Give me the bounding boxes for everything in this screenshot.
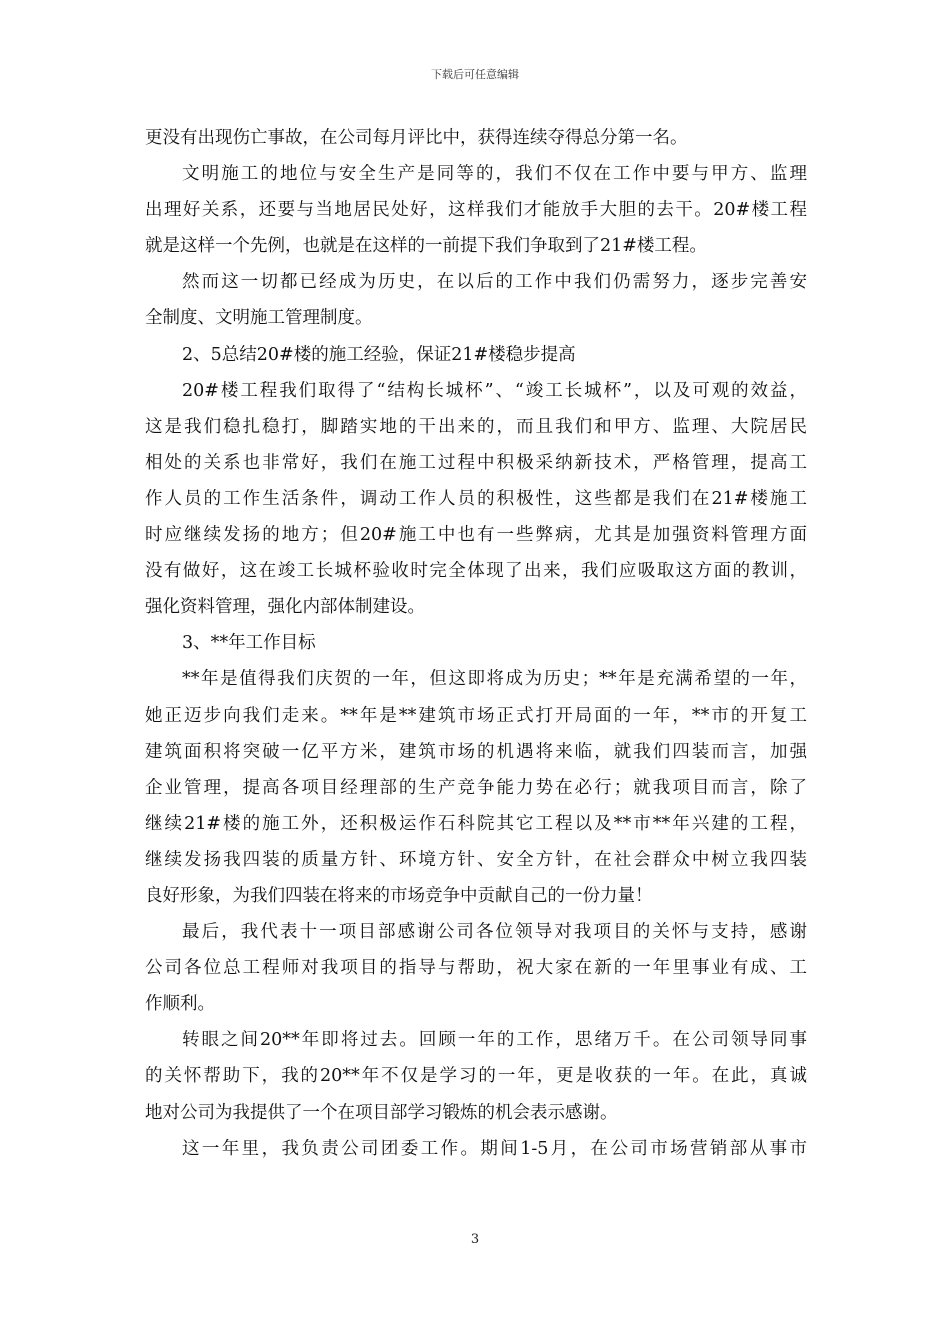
text-line: 这一年里，我负责公司团委工作。期间1-5月，在公司市场营销部从事市 xyxy=(182,1138,807,1159)
text-line: 继续21#楼的施工外，还积极运作石科院其它工程以及**市**年兴建的工程， xyxy=(145,813,807,834)
text-line: 时应继续发扬的地方；但20#施工中也有一些弊病，尤其是加强资料管理方面 xyxy=(145,525,807,546)
text-line: 作人员的工作生活条件，调动工作人员的积极性，这些都是我们在21#楼施工 xyxy=(145,488,807,509)
text-line: 就是这样一个先例，也就是在这样的一前提下我们争取到了21#楼工程。 xyxy=(145,236,707,257)
text-line: 最后，我代表十一项目部感谢公司各位领导对我项目的关怀与支持，感谢 xyxy=(182,922,807,943)
text-line: 这是我们稳扎稳打，脚踏实地的干出来的，而且我们和甲方、监理、大院居民 xyxy=(145,416,807,437)
text-line: 转眼之间20**年即将过去。回顾一年的工作，思绪万千。在公司领导同事 xyxy=(182,1030,807,1051)
section-heading: 2、5总结20#楼的施工经验，保证21#楼稳步提高 xyxy=(182,344,576,365)
text-line: 建筑面积将突破一亿平方米，建筑市场的机遇将来临，就我们四装而言，加强 xyxy=(145,741,807,762)
text-line: **年是值得我们庆贺的一年，但这即将成为历史；**年是充满希望的一年， xyxy=(182,669,807,690)
text-line: 文明施工的地位与安全生产是同等的，我们不仅在工作中要与甲方、监理 xyxy=(182,164,807,185)
text-line: 全制度、文明施工管理制度。 xyxy=(145,308,373,329)
page-header: 下载后可任意编辑 xyxy=(431,68,519,81)
text-line: 地对公司为我提供了一个在项目部学习锻炼的机会表示感谢。 xyxy=(145,1102,618,1123)
text-line: 没有做好，这在竣工长城杯验收时完全体现了出来，我们应吸取这方面的教训， xyxy=(145,561,807,582)
page-number: 3 xyxy=(470,1232,480,1247)
text-line: 作顺利。 xyxy=(145,994,215,1015)
text-line: 企业管理，提高各项目经理部的生产竞争能力势在必行；就我项目而言，除了 xyxy=(145,777,807,798)
text-line: 的关怀帮助下，我的20**年不仅是学习的一年，更是收获的一年。在此，真诚 xyxy=(145,1066,807,1087)
document-body xyxy=(145,120,807,1167)
text-line: 然而这一切都已经成为历史，在以后的工作中我们仍需努力，逐步完善安 xyxy=(182,272,807,293)
text-line: 继续发扬我四装的质量方针、环境方针、安全方针，在社会群众中树立我四装 xyxy=(145,849,807,870)
text-line: 更没有出现伤亡事故，在公司每月评比中，获得连续夺得总分第一名。 xyxy=(145,128,688,148)
text-line: 20#楼工程我们取得了“结构长城杯”、“竣工长城杯”，以及可观的效益， xyxy=(182,380,807,401)
text-line: 良好形象，为我们四装在将来的市场竞争中贡献自己的一份力量！ xyxy=(145,885,653,906)
text-line: 相处的关系也非常好，我们在施工过程中积极采纳新技术，严格管理，提高工 xyxy=(145,452,807,473)
section-heading: 3、**年工作目标 xyxy=(182,633,316,654)
text-line: 她正迈步向我们走来。**年是**建筑市场正式打开局面的一年，**市的开复工 xyxy=(145,705,807,726)
text-line: 出理好关系，还要与当地居民处好，这样我们才能放手大胆的去干。20#楼工程 xyxy=(145,200,807,221)
text-line: 强化资料管理，强化内部体制建设。 xyxy=(145,597,425,618)
text-line: 公司各位总工程师对我项目的指导与帮助，祝大家在新的一年里事业有成、工 xyxy=(145,958,807,979)
